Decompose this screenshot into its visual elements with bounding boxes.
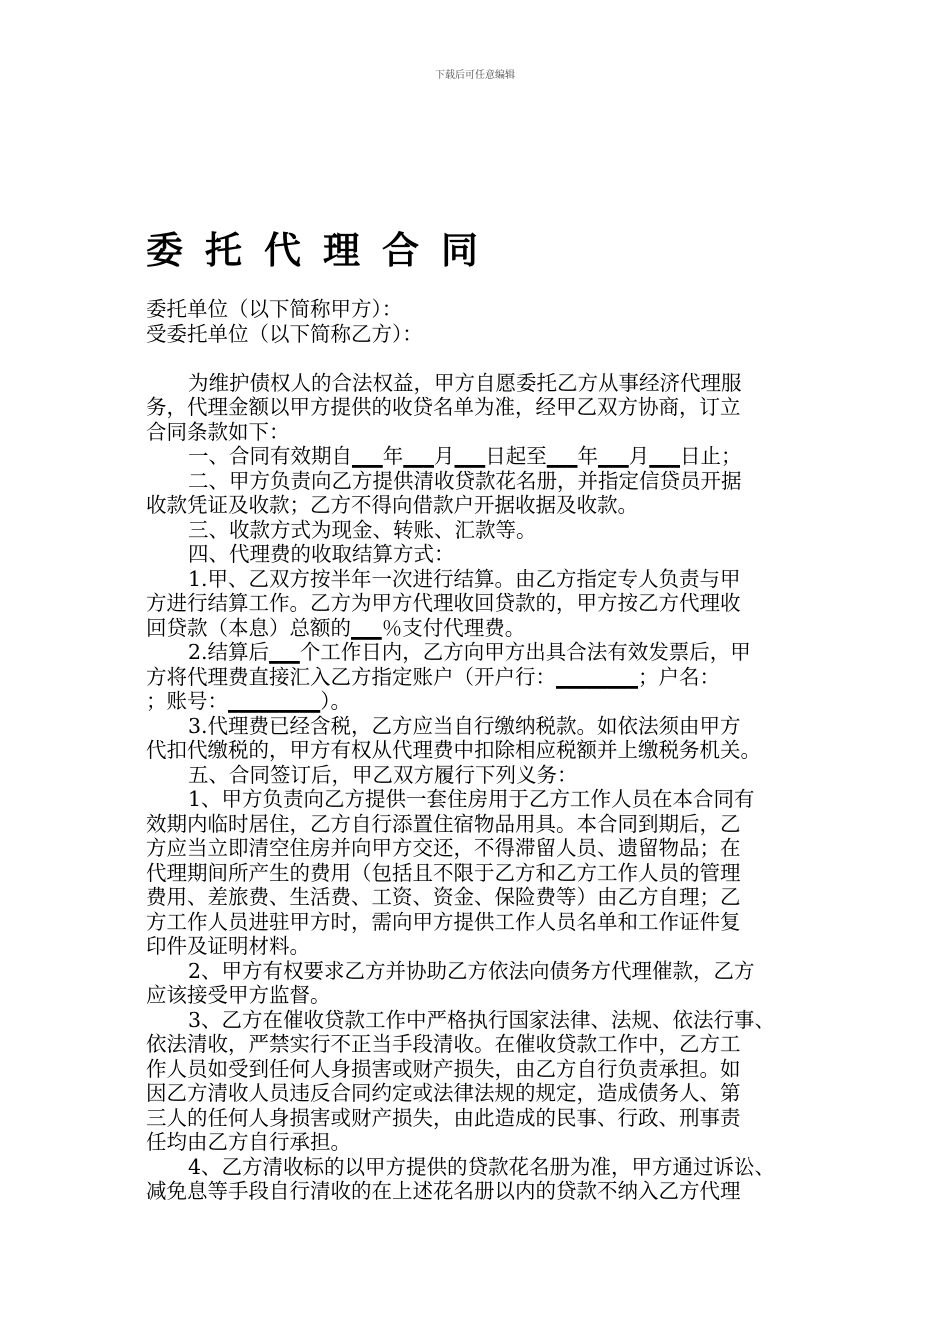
- text-line: 五、合同签订后，甲乙双方履行下列义务：: [188, 762, 578, 787]
- text-line: 委托单位（以下简称甲方）：: [146, 297, 403, 321]
- workdays-blank: ___: [269, 640, 300, 664]
- text-line: 费用、差旅费、生活费、工资、资金、保险费等）由乙方自理；乙: [146, 885, 741, 909]
- clause-text: 年: [577, 444, 598, 468]
- text-line: 为维护债权人的合法权益，甲方自愿委托乙方从事经济代理服: [188, 370, 742, 395]
- fee-rate-line: 回贷款（本息）总额的___％支付代理费。: [146, 615, 526, 640]
- text-line: 减免息等手段自行清收的在上述花名册以内的贷款不纳入乙方代理: [146, 1179, 741, 1203]
- date-blank: ___: [546, 444, 578, 468]
- text-line: 任均由乙方自行承担。: [146, 1130, 351, 1154]
- intro-paragraph: [146, 371, 811, 445]
- text-line: 1、甲方负责向乙方提供一套住房用于乙方工作人员在本合同有: [188, 787, 755, 811]
- text-line: 代理期间所产生的费用（包括且不限于乙方和乙方工作人员的管理: [146, 860, 741, 885]
- text-line: 应该接受甲方监督。: [146, 983, 331, 1007]
- text-line: 三、收款方式为现金、转账、汇款等。: [188, 517, 537, 542]
- text-line: 方进行结算工作。乙方为甲方代理收回贷款的，甲方按乙方代理收: [146, 591, 741, 615]
- clause-text: 日止；: [680, 444, 742, 468]
- bank-blank: ________: [556, 664, 638, 689]
- text-line: 3、乙方在催收贷款工作中严格执行国家法律、法规、依法行事、: [188, 1007, 776, 1032]
- party-lines: [146, 297, 811, 346]
- document-title: 委托代理合同: [146, 229, 500, 272]
- text-line: 4、乙方清收标的以甲方提供的贷款花名册为准，甲方通过诉讼、: [188, 1154, 776, 1179]
- text-line: 方应当立即清空住房并向甲方交还，不得滞留人员、遗留物品；在: [146, 836, 741, 860]
- date-blank: ___: [454, 444, 486, 468]
- text-line: 3.代理费已经含税，乙方应当自行缴纳税款。如依法须由甲方: [188, 713, 741, 738]
- text-line: 因乙方清收人员违反合同约定或法律法规的规定，造成债务人、第: [146, 1081, 741, 1105]
- clause-text: 日起至: [485, 444, 547, 468]
- text-line: 务，代理金额以甲方提供的收贷名单为准，经甲乙双方协商，订立: [146, 395, 741, 419]
- clause-text: 月: [628, 444, 650, 468]
- page-header-note: 下载后可任意编辑: [435, 70, 515, 81]
- text-line: 收款凭证及收款；乙方不得向借款户开据收据及收款。: [146, 493, 638, 517]
- text-line: 1.甲、乙双方按半年一次进行结算。由乙方指定专人负责与甲: [188, 566, 741, 591]
- text-line: 作人员如受到任何人身损害或财产损失，由乙方自行负责承担。如: [146, 1056, 741, 1081]
- settlement-line-3: ；账号：_________）。: [146, 689, 351, 713]
- text-line: 合同条款如下：: [146, 419, 290, 444]
- fee-rate-blank: ___: [351, 615, 382, 640]
- document-body: [146, 297, 811, 1204]
- text-line: 四、代理费的收取结算方式：: [188, 542, 455, 566]
- date-blank: ___: [403, 444, 434, 468]
- date-blank: ___: [598, 444, 629, 468]
- text-line: 效期内临时居住，乙方自行添置住宿物品用具。本合同到期后，乙: [146, 811, 741, 836]
- blank-line: [146, 346, 811, 371]
- text-line: 方工作人员进驻甲方时，需向甲方提供工作人员名单和工作证件复: [146, 909, 741, 934]
- settlement-line-1: 2.结算后___个工作日内，乙方向甲方出具合法有效发票后，甲: [188, 640, 751, 664]
- text-line: 2、甲方有权要求乙方并协助乙方依法向债务方代理催款，乙方: [188, 958, 755, 983]
- text-line: 二、甲方负责向乙方提供清收贷款花名册，并指定信贷员开据: [188, 468, 742, 493]
- text-line: 受委托单位（以下简称乙方）：: [146, 321, 423, 346]
- clauses-continued: [146, 714, 811, 1204]
- date-blank: ___: [352, 444, 383, 468]
- text-line: 印件及证明材料。: [146, 934, 310, 958]
- clause-text: 年: [382, 444, 404, 468]
- text-line: 依法清收，严禁实行不正当手段清收。在催收贷款工作中，乙方工: [146, 1032, 741, 1056]
- date-blank: ___: [649, 444, 680, 468]
- settlement-line-2: 方将代理费直接汇入乙方指定账户（开户行：________；户名：: [146, 664, 720, 689]
- text-line: 三人的任何人身损害或财产损失，由此造成的民事、行政、刑事责: [146, 1105, 741, 1130]
- clause-text: 月: [434, 444, 455, 468]
- clause-1-validity: [146, 444, 811, 469]
- clauses-2-to-4: [146, 469, 811, 616]
- clause-text: 一、合同有效期自: [188, 444, 352, 468]
- text-line: 代扣代缴税的，甲方有权从代理费中扣除相应税额并上缴税务机关。: [146, 738, 761, 762]
- account-blank: _________: [228, 689, 321, 713]
